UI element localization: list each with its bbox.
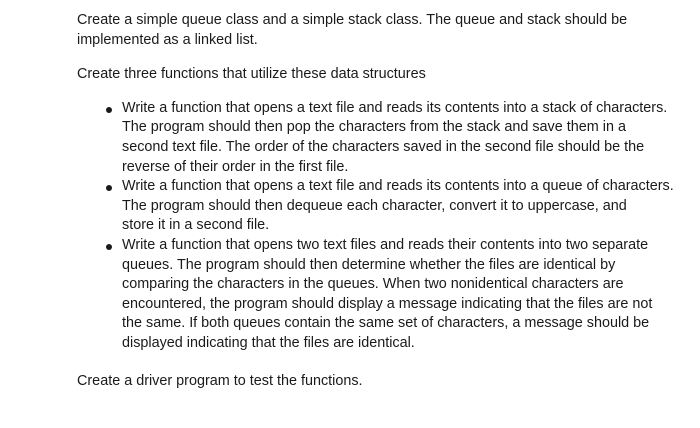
bullet-icon — [106, 185, 112, 191]
task-item-queue — [77, 177, 675, 236]
task-text: Write a function that opens two text files and reads their contents into two separate queues. The program should then determine whether the files are identical by comparing the characters in the queues. When two nonidentical characters are encountered, the program should display a message indicating that the files are not the same. If both queues contain the same set of characters, a message should be displayed indicating that the files are identical. — [122, 236, 653, 351]
bullet-icon — [106, 244, 112, 250]
task-item-compare — [77, 236, 675, 354]
task-text: Write a function that opens a text file and reads its contents into a stack of characters. The program should then pop the characters from the stack and save them in a second text file. The order of the characters saved in the second file should be the reverse of their order in the first file. — [122, 99, 668, 175]
task-item-stack — [77, 99, 675, 177]
functions-lead-paragraph: Create three functions that utilize these data structures — [77, 66, 426, 83]
intro-paragraph: Create a simple queue class and a simple stack class. The queue and stack should be implemented as a linked list. — [77, 12, 628, 48]
bullet-icon — [106, 107, 112, 113]
closing-paragraph: Create a driver program to test the functions. — [77, 372, 363, 389]
task-text: Write a function that opens a text file and reads its contents into a queue of characters. The program should then dequeue each character, convert it to uppercase, and — [122, 178, 674, 214]
task-list — [77, 99, 677, 354]
task-text-continuation: store it in a second file. — [122, 217, 270, 234]
assignment-document — [77, 11, 677, 391]
